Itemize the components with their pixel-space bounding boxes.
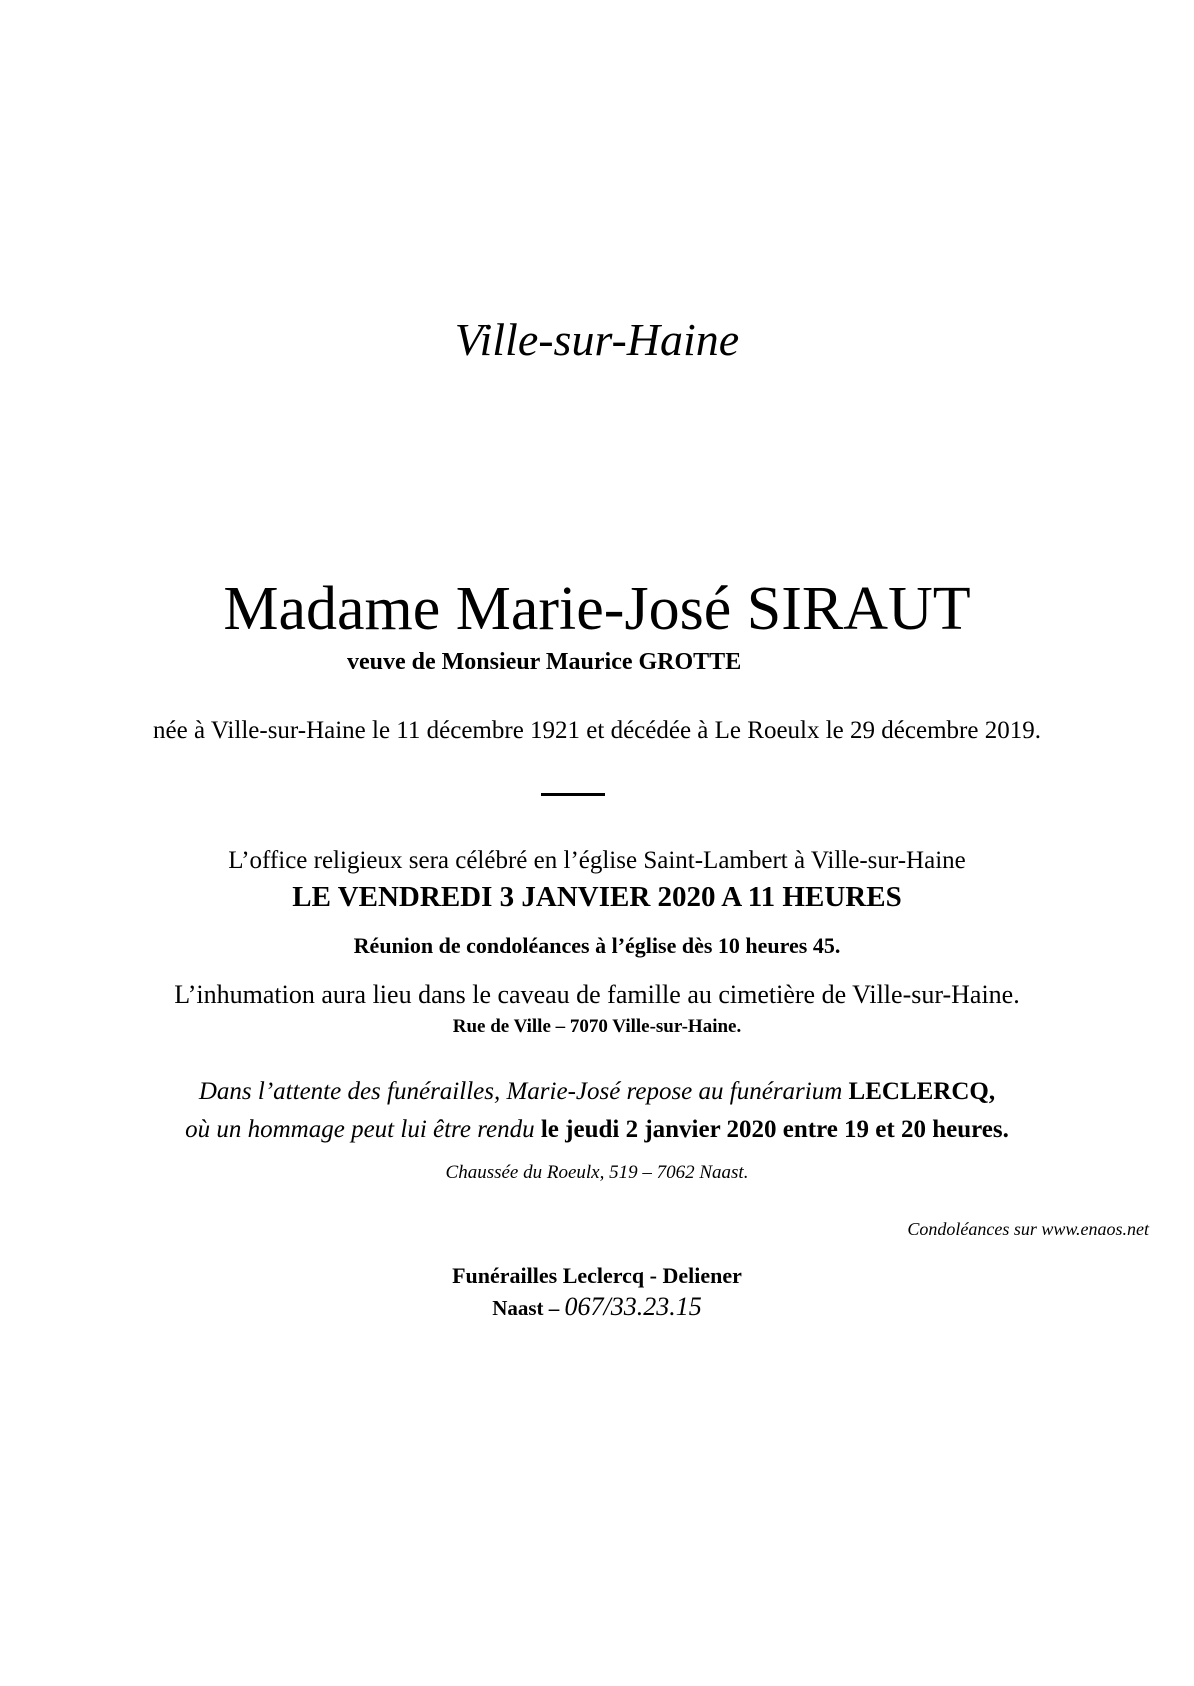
condolences-link[interactable]: Condoléances sur www.enaos.net <box>907 1219 1149 1239</box>
funeral-company-name: Funérailles Leclercq - Deliener <box>452 1263 742 1288</box>
birth-death-line: née à Ville-sur-Haine le 11 décembre 1921 et décédée à Le Roeulx le 29 décembre 2019. <box>153 717 1041 744</box>
funerarium-line <box>0 1079 1194 1104</box>
tribute-date: le jeudi 2 janvier 2020 entre 19 et 20 heures. <box>540 1116 1009 1143</box>
funerarium-name: LECLERCQ, <box>848 1078 996 1105</box>
locality-heading: Ville-sur-Haine <box>454 314 740 365</box>
deceased-name: Madame Marie-José SIRAUT <box>223 575 971 643</box>
widow-of-line: veuve de Monsieur Maurice GROTTE <box>347 649 742 675</box>
funeral-company-contact <box>0 1294 1194 1320</box>
cemetery-address: Rue de Ville – 7070 Ville-sur-Haine. <box>452 1016 742 1037</box>
tribute-line <box>0 1117 1194 1142</box>
funerarium-line-text: Dans l’attente des funérailles, Marie-José repose au funérarium <box>198 1078 849 1105</box>
company-phone[interactable]: 067/33.23.15 <box>564 1292 702 1321</box>
condolence-meeting-line: Réunion de condoléances à l’église dès 10 heures 45. <box>353 933 841 958</box>
tribute-line-text: où un hommage peut lui être rendu <box>185 1116 541 1143</box>
company-place: Naast – <box>492 1296 565 1320</box>
ceremony-date: LE VENDREDI 3 JANVIER 2020 A 11 HEURES <box>292 881 902 913</box>
religious-office-line: L’office religieux sera célébré en l’église Saint-Lambert à Ville-sur-Haine <box>228 847 966 874</box>
section-divider <box>541 793 605 796</box>
inhumation-line: L’inhumation aura lieu dans le caveau de famille au cimetière de Ville-sur-Haine. <box>174 980 1020 1009</box>
funerarium-address: Chaussée du Roeulx, 519 – 7062 Naast. <box>445 1162 749 1183</box>
